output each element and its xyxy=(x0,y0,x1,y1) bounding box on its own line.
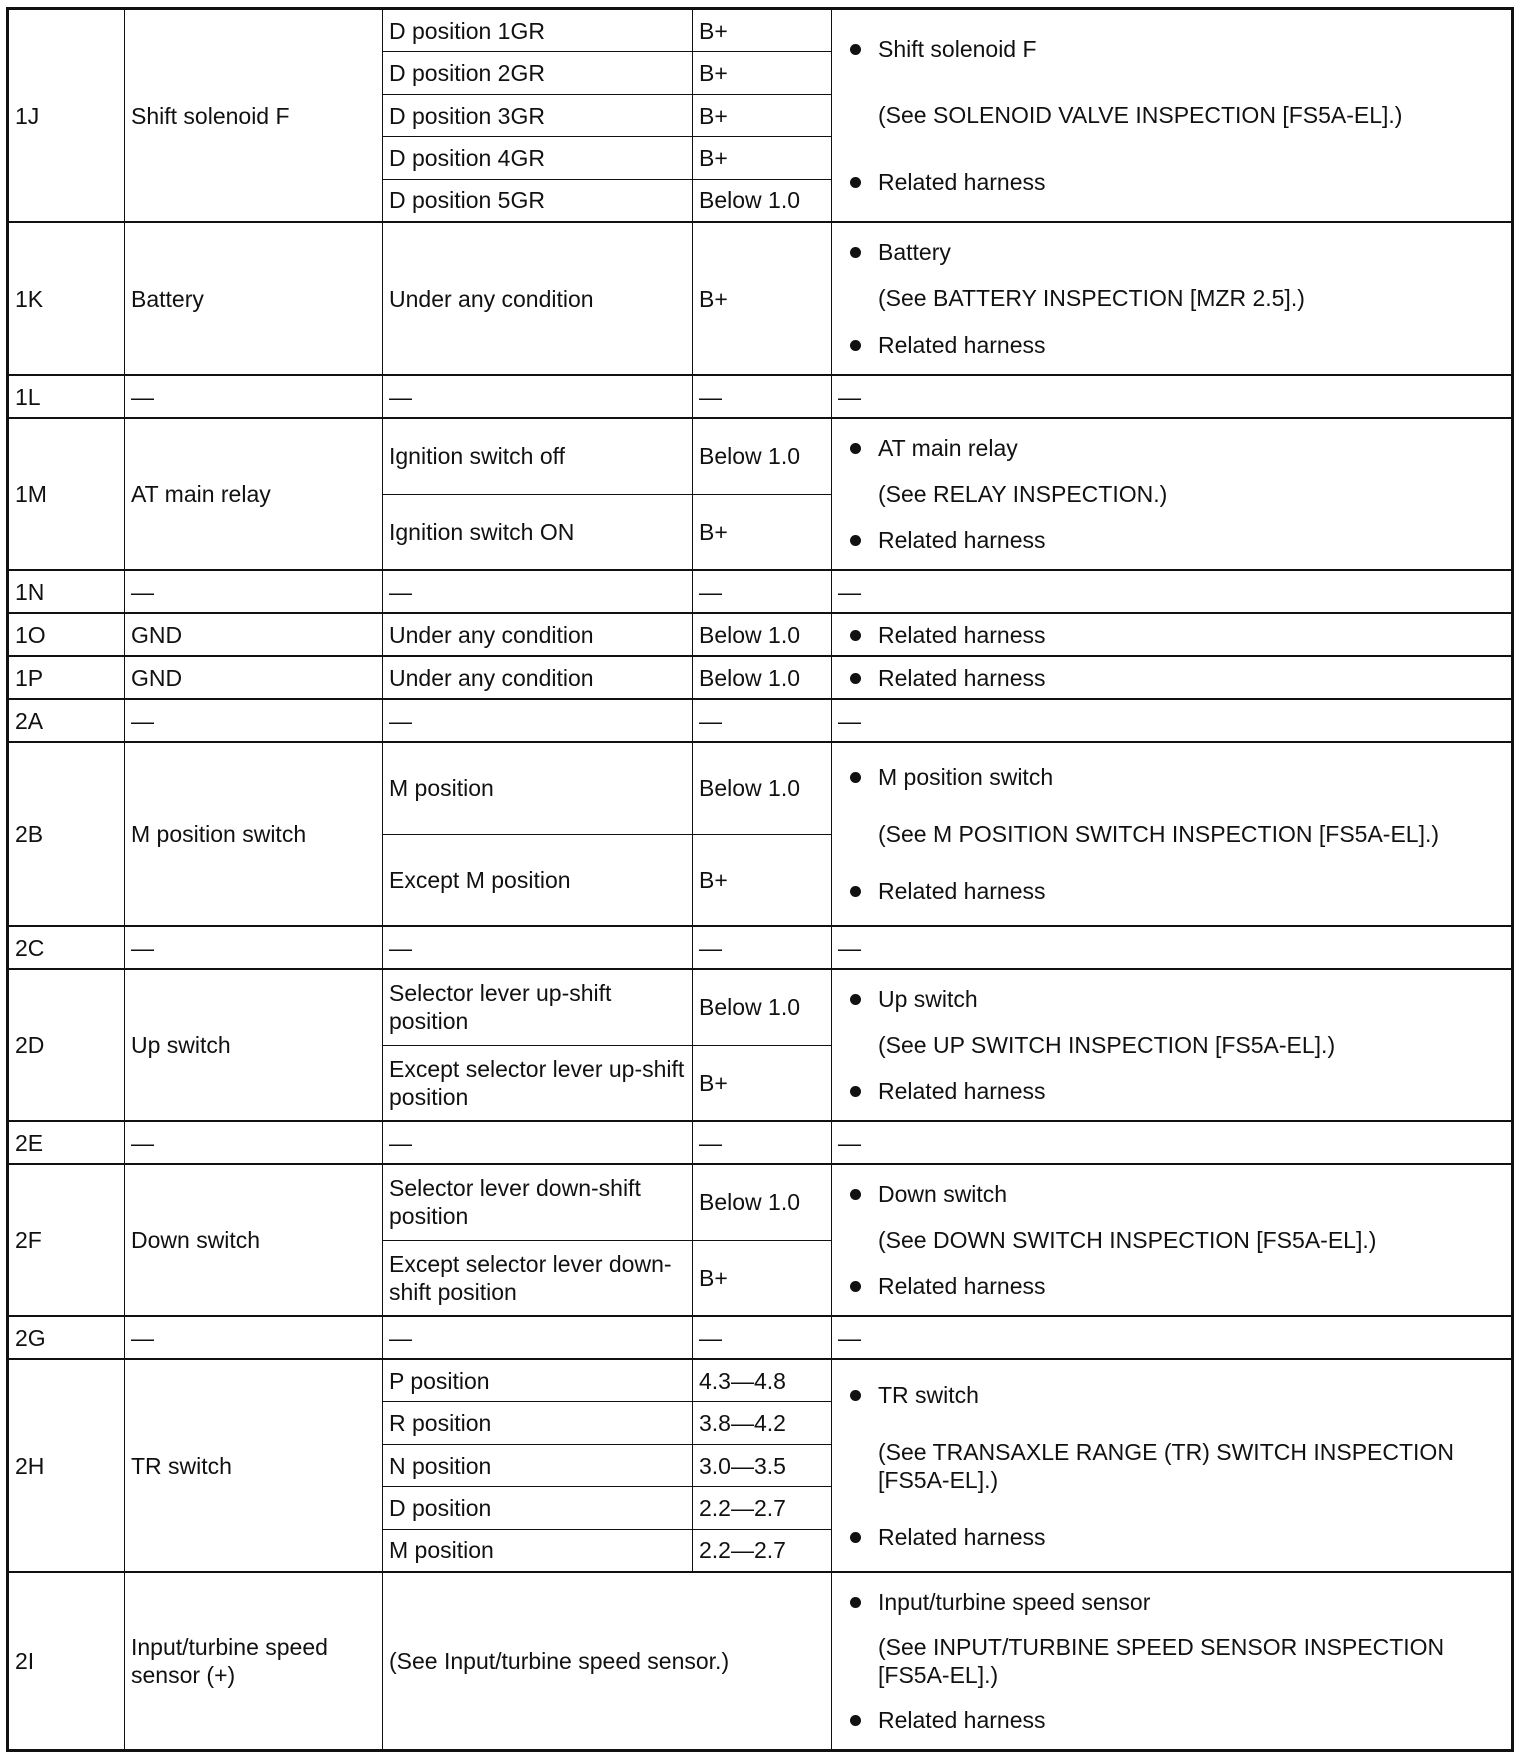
voltage-cell: Below 1.0 xyxy=(699,621,801,648)
condition-span-cell: (See Input/turbine speed sensor.) xyxy=(389,1648,730,1674)
connected-to-cell: AT main relay xyxy=(125,419,383,569)
terminal-cell: 2B xyxy=(9,743,125,925)
connected-to-cell: — xyxy=(125,1317,383,1358)
voltage-cell: B+ xyxy=(699,60,728,87)
condition-row xyxy=(383,51,831,93)
conditions-group xyxy=(383,1573,832,1749)
voltage-cell: Below 1.0 xyxy=(699,994,801,1021)
terminal-cell: 2F xyxy=(9,1165,125,1315)
bullet-item: Related harness xyxy=(878,664,1046,691)
conditions-group xyxy=(383,927,832,968)
bullet-item: Related harness xyxy=(878,168,1046,195)
terminal-cell: 2E xyxy=(9,1122,125,1163)
terminal-cell: 2C xyxy=(9,927,125,968)
condition-cell: Under any condition xyxy=(383,223,693,374)
inspection-notes-cell xyxy=(832,376,1511,417)
condition-row xyxy=(383,743,831,834)
condition-row xyxy=(383,419,831,494)
table-row xyxy=(9,698,1511,741)
connected-to-cell: — xyxy=(125,700,383,741)
condition-cell: D position 4GR xyxy=(383,137,693,178)
inspection-notes-cell xyxy=(832,1360,1511,1571)
table-row xyxy=(9,1571,1511,1749)
voltage-cell: — xyxy=(699,1324,722,1351)
voltage-cell: B+ xyxy=(699,17,728,44)
condition-cell: Except selector lever up-shift position xyxy=(383,1046,693,1121)
inspection-notes-cell xyxy=(832,743,1511,925)
conditions-group xyxy=(383,657,832,698)
table-row xyxy=(9,612,1511,655)
condition-row xyxy=(383,834,831,926)
voltage-cell: Below 1.0 xyxy=(699,775,801,802)
voltage-cell: B+ xyxy=(699,285,728,312)
bullet-item: Related harness xyxy=(878,1707,1046,1734)
condition-cell: Selector lever up-shift position xyxy=(383,970,693,1045)
voltage-cell: Below 1.0 xyxy=(699,187,801,214)
inspection-notes-cell xyxy=(832,970,1511,1120)
conditions-group xyxy=(383,10,832,221)
condition-row xyxy=(383,1444,831,1486)
condition-row xyxy=(383,136,831,178)
condition-row xyxy=(383,179,831,221)
connected-to-cell: Down switch xyxy=(125,1165,383,1315)
table-row xyxy=(9,1315,1511,1358)
conditions-group xyxy=(383,1360,832,1571)
bullet-item: Related harness xyxy=(878,527,1046,553)
bullet-item: Related harness xyxy=(878,877,1046,904)
inspection-notes-cell xyxy=(832,1573,1511,1749)
bullet-item: TR switch xyxy=(878,1381,979,1408)
condition-row xyxy=(383,1240,831,1316)
inspection-notes-cell xyxy=(832,927,1511,968)
condition-cell: M position xyxy=(383,1530,693,1571)
condition-cell: Under any condition xyxy=(383,614,693,655)
connected-to-cell: — xyxy=(125,571,383,612)
voltage-cell: — xyxy=(699,383,722,410)
condition-row xyxy=(383,1045,831,1121)
note-text: — xyxy=(838,383,861,410)
inspection-notes-cell xyxy=(832,700,1511,741)
condition-cell: Except M position xyxy=(383,835,693,926)
conditions-group xyxy=(383,614,832,655)
condition-cell: D position xyxy=(383,1487,693,1528)
terminal-cell: 2A xyxy=(9,700,125,741)
condition-cell: Except selector lever down-shift position xyxy=(383,1241,693,1316)
inspection-notes-cell xyxy=(832,1122,1511,1163)
condition-row xyxy=(383,1317,831,1358)
bullet-item: Related harness xyxy=(878,1078,1046,1104)
conditions-group xyxy=(383,419,832,569)
voltage-cell: — xyxy=(699,707,722,734)
condition-cell: D position 2GR xyxy=(383,52,693,93)
connected-to-cell: GND xyxy=(125,657,383,698)
condition-cell: Ignition switch ON xyxy=(383,495,693,570)
note-text: (See DOWN SWITCH INSPECTION [FS5A-EL].) xyxy=(878,1227,1377,1253)
connected-to-cell: Shift solenoid F xyxy=(125,10,383,221)
condition-row xyxy=(383,571,831,612)
condition-row xyxy=(383,1529,831,1571)
inspection-notes-cell xyxy=(832,1317,1511,1358)
voltage-cell: 2.2—2.7 xyxy=(699,1537,786,1564)
inspection-notes-cell xyxy=(832,1165,1511,1315)
table-row xyxy=(9,374,1511,417)
conditions-group xyxy=(383,571,832,612)
terminal-cell: 1K xyxy=(9,223,125,374)
note-text: — xyxy=(838,707,861,734)
condition-cell: — xyxy=(383,571,693,612)
bullet-item: AT main relay xyxy=(878,435,1018,461)
terminal-cell: 1N xyxy=(9,571,125,612)
table-row xyxy=(9,968,1511,1120)
condition-cell: P position xyxy=(383,1360,693,1401)
voltage-cell: Below 1.0 xyxy=(699,664,801,691)
condition-cell: — xyxy=(383,700,693,741)
table-row xyxy=(9,569,1511,612)
table-row xyxy=(9,655,1511,698)
connected-to-cell: Up switch xyxy=(125,970,383,1120)
condition-row xyxy=(383,1573,831,1749)
condition-row xyxy=(383,223,831,374)
voltage-cell: B+ xyxy=(699,518,728,545)
table-row xyxy=(9,741,1511,925)
voltage-cell: B+ xyxy=(699,1264,728,1291)
condition-cell: D position 1GR xyxy=(383,10,693,51)
conditions-group xyxy=(383,1122,832,1163)
note-text: (See TRANSAXLE RANGE (TR) SWITCH INSPECTION [FS5A-EL].) xyxy=(878,1438,1454,1493)
connected-to-cell: TR switch xyxy=(125,1360,383,1571)
connected-to-cell: Input/turbine speed sensor (+) xyxy=(125,1573,383,1749)
note-text: (See RELAY INSPECTION.) xyxy=(878,481,1168,507)
condition-cell: N position xyxy=(383,1445,693,1486)
condition-row xyxy=(383,94,831,136)
condition-row xyxy=(383,614,831,655)
bullet-item: Battery xyxy=(878,239,951,266)
voltage-cell: Below 1.0 xyxy=(699,443,801,470)
terminal-cell: 2D xyxy=(9,970,125,1120)
table-row xyxy=(9,10,1511,221)
condition-cell: — xyxy=(383,927,693,968)
condition-row xyxy=(383,1486,831,1528)
note-text: (See INPUT/TURBINE SPEED SENSOR INSPECTION [FS5A-EL].) xyxy=(878,1633,1445,1688)
condition-row xyxy=(383,1165,831,1240)
note-text: — xyxy=(838,578,861,605)
condition-cell: — xyxy=(383,1122,693,1163)
condition-cell: Selector lever down-shift position xyxy=(383,1165,693,1240)
voltage-cell: B+ xyxy=(699,144,728,171)
note-text: (See BATTERY INSPECTION [MZR 2.5].) xyxy=(878,285,1305,312)
voltage-cell: 3.0—3.5 xyxy=(699,1452,786,1479)
condition-row xyxy=(383,1360,831,1401)
note-text: (See SOLENOID VALVE INSPECTION [FS5A-EL].) xyxy=(878,102,1403,129)
conditions-group xyxy=(383,970,832,1120)
bullet-item: M position switch xyxy=(878,764,1054,791)
terminal-cell: 1M xyxy=(9,419,125,569)
table-row xyxy=(9,1163,1511,1315)
terminal-cell: 2G xyxy=(9,1317,125,1358)
note-text: — xyxy=(838,1324,861,1351)
terminal-cell: 1J xyxy=(9,10,125,221)
voltage-cell: B+ xyxy=(699,866,728,893)
connected-to-cell: Battery xyxy=(125,223,383,374)
bullet-item: Related harness xyxy=(878,1273,1046,1299)
condition-cell: — xyxy=(383,376,693,417)
table-row xyxy=(9,925,1511,968)
voltage-cell: — xyxy=(699,1129,722,1156)
inspection-notes-cell xyxy=(832,657,1511,698)
table-row xyxy=(9,417,1511,569)
inspection-notes-cell xyxy=(832,419,1511,569)
inspection-notes-cell xyxy=(832,571,1511,612)
condition-cell: — xyxy=(383,1317,693,1358)
inspection-notes-cell xyxy=(832,223,1511,374)
note-text: (See M POSITION SWITCH INSPECTION [FS5A-EL].) xyxy=(878,820,1440,847)
terminal-cell: 1L xyxy=(9,376,125,417)
condition-cell: Under any condition xyxy=(383,657,693,698)
condition-row xyxy=(383,376,831,417)
condition-row xyxy=(383,970,831,1045)
conditions-group xyxy=(383,743,832,925)
voltage-cell: 4.3—4.8 xyxy=(699,1367,786,1394)
note-text: — xyxy=(838,934,861,961)
note-text: (See UP SWITCH INSPECTION [FS5A-EL].) xyxy=(878,1032,1336,1058)
bullet-item: Related harness xyxy=(878,1523,1046,1550)
table-row xyxy=(9,1120,1511,1163)
condition-cell: Ignition switch off xyxy=(383,419,693,494)
terminal-cell: 2H xyxy=(9,1360,125,1571)
bullet-item: Shift solenoid F xyxy=(878,36,1037,63)
conditions-group xyxy=(383,223,832,374)
connected-to-cell: GND xyxy=(125,614,383,655)
bullet-item: Input/turbine speed sensor xyxy=(878,1588,1151,1615)
inspection-notes-cell xyxy=(832,10,1511,221)
terminal-voltage-table xyxy=(6,7,1514,1752)
table-row xyxy=(9,1358,1511,1571)
condition-row xyxy=(383,10,831,51)
condition-row xyxy=(383,927,831,968)
connected-to-cell: — xyxy=(125,376,383,417)
bullet-item: Up switch xyxy=(878,986,978,1012)
table-row xyxy=(9,221,1511,374)
condition-row xyxy=(383,657,831,698)
condition-cell: M position xyxy=(383,743,693,834)
connected-to-cell: M position switch xyxy=(125,743,383,925)
voltage-cell: — xyxy=(699,934,722,961)
voltage-cell: — xyxy=(699,578,722,605)
condition-cell: R position xyxy=(383,1402,693,1443)
condition-cell: D position 5GR xyxy=(383,180,693,221)
condition-cell: D position 3GR xyxy=(383,95,693,136)
condition-row xyxy=(383,494,831,570)
connected-to-cell: — xyxy=(125,1122,383,1163)
bullet-item: Related harness xyxy=(878,331,1046,358)
voltage-cell: B+ xyxy=(699,1069,728,1096)
terminal-cell: 1O xyxy=(9,614,125,655)
voltage-cell: 3.8—4.2 xyxy=(699,1410,786,1437)
terminal-cell: 1P xyxy=(9,657,125,698)
conditions-group xyxy=(383,700,832,741)
condition-row xyxy=(383,1401,831,1443)
voltage-cell: Below 1.0 xyxy=(699,1189,801,1216)
voltage-cell: B+ xyxy=(699,102,728,129)
conditions-group xyxy=(383,1165,832,1315)
voltage-cell: 2.2—2.7 xyxy=(699,1494,786,1521)
terminal-cell: 2I xyxy=(9,1573,125,1749)
condition-row xyxy=(383,1122,831,1163)
conditions-group xyxy=(383,376,832,417)
bullet-item: Down switch xyxy=(878,1181,1008,1207)
inspection-notes-cell xyxy=(832,614,1511,655)
condition-row xyxy=(383,700,831,741)
connected-to-cell: — xyxy=(125,927,383,968)
bullet-item: Related harness xyxy=(878,621,1046,648)
note-text: — xyxy=(838,1129,861,1156)
conditions-group xyxy=(383,1317,832,1358)
